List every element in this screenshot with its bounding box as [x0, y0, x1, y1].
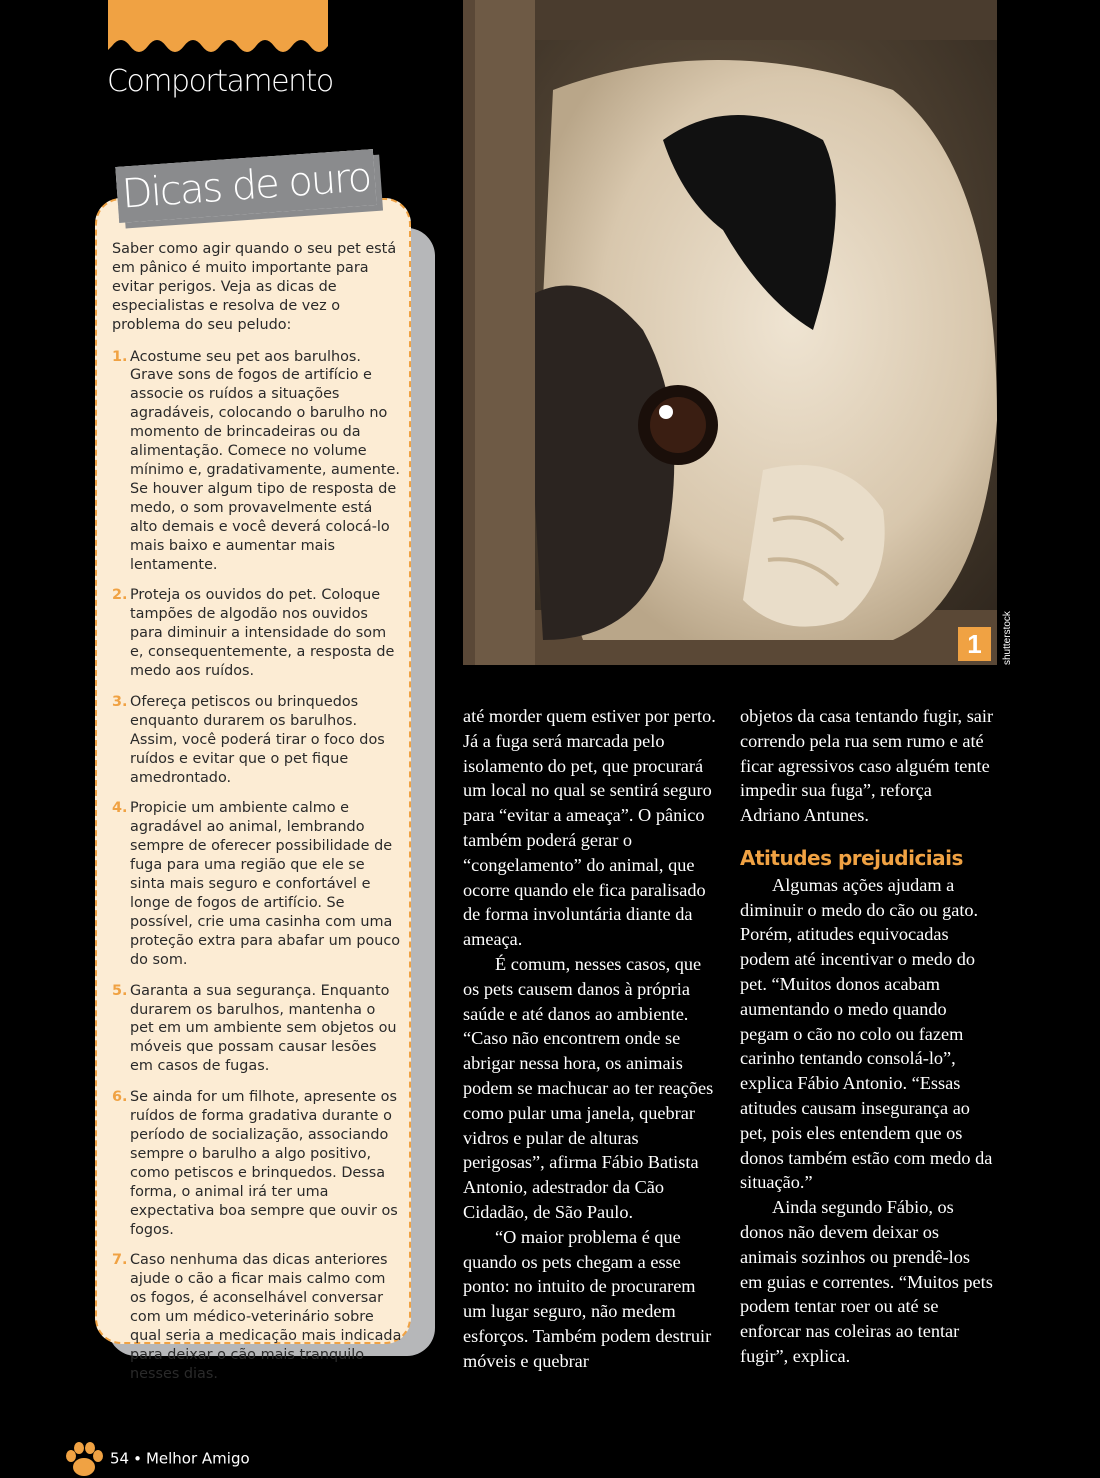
pug-photo — [463, 0, 997, 665]
tips-content — [112, 240, 402, 1396]
tip-number: 7. — [112, 1252, 128, 1269]
tips-intro: Saber como agir quando o seu pet está em pânico é muito importante para evitar perigos. Veja as dicas de especialistas e resolva de vez o problema do seu peludo: — [112, 241, 397, 333]
paw-icon — [64, 1440, 104, 1478]
tip-item — [112, 586, 402, 681]
tip-number: 4. — [112, 800, 128, 817]
tips-title-text: Dicas de ouro — [115, 149, 376, 223]
tip-number: 6. — [112, 1089, 128, 1106]
article-paragraph: “O maior problema é que quando os pets chegam a esse ponto: no intuito de procurarem um lugar seguro, não medem esforços. Também podem destruir móveis e quebrar — [463, 1226, 712, 1371]
article-column-1 — [463, 704, 721, 1374]
tip-text: Caso nenhuma das dicas anteriores ajude o cão a ficar mais calmo com os fogos, é aconselhável conversar com um médico-veterinário sobre qual seria a medicação mais indicada para deixar o cão mais tranquilo nesses dias. — [130, 1252, 402, 1382]
article-paragraph: Ainda segundo Fábio, os donos não devem deixar os animais sozinhos ou prendê-los em guias e correntes. “Muitos pets podem tentar roer ou até se enforcar nas coleiras ao tentar fugir”, explica. — [740, 1197, 993, 1366]
tip-item — [112, 982, 402, 1077]
article-paragraph: até morder quem estiver por perto. Já a fuga será marcada pelo isolamento do pet, que procurará um local no qual se sentirá seguro para “evitar a ameaça”. O pânico também poderá gerar o “congelamento” do animal, que ocorre quando ele fica paralisado de forma involuntária diante da ameaça. — [463, 706, 716, 950]
tip-item — [112, 693, 402, 788]
tip-text: Se ainda for um filhote, apresente os ruídos de forma gradativa durante o período de socialização, associando sempre o barulho a algo positivo, como petiscos e brinquedos. Dessa forma, o animal irá ter uma expectativa boa sempre que ouvir os fogos. — [130, 1089, 398, 1238]
footer-separator: • — [133, 1449, 142, 1468]
photo-credit: shutterstock — [1002, 611, 1013, 665]
figure-number-badge: 1 — [958, 627, 991, 661]
tip-text: Propicie um ambiente calmo e agradável ao animal, lembrando sempre de oferecer possibilidade de fuga para uma região que ele se sinta mais seguro e confortável e longe de fogos de artifício. Se possível, crie uma casinha com uma proteção extra para abafar um pouco do som. — [130, 800, 401, 968]
section-title: Comportamento — [107, 64, 333, 99]
tip-number: 5. — [112, 982, 128, 999]
tip-number: 1. — [112, 348, 128, 365]
tip-item — [112, 1251, 402, 1383]
tip-text: Garanta a sua segurança. Enquanto durarem os barulhos, mantenha o pet em um ambiente sem objetos ou móveis que possam causar lesões em casos de fugas. — [130, 982, 397, 1075]
article-paragraph: objetos da casa tentando fugir, sair correndo pela rua sem rumo e até ficar agressivos caso alguém tente impedir sua fuga”, reforça Adriano Antunes. — [740, 706, 994, 826]
section-tab — [108, 0, 328, 58]
tip-text: Proteja os ouvidos do pet. Coloque tampões de algodão nos ouvidos para diminuir a intensidade do som e, consequentemente, a resposta de medo aos ruídos. — [130, 587, 395, 680]
article-column-2 — [740, 704, 994, 1369]
page-number: 54 — [110, 1449, 130, 1468]
article-paragraph: É comum, nesses casos, que os pets causem danos à própria saúde e até danos ao ambiente. “Caso não encontrem onde se abrigar nessa hora, os animais podem se machucar ao ter reações como pular uma janela, quebrar vidros e pular de alturas perigosas”, afirma Fábio Batista Antonio, adestrador da Cão Cidadão, de São Paulo. — [463, 953, 714, 1222]
tips-box-title — [115, 149, 376, 223]
tip-number: 2. — [112, 587, 128, 604]
article-paragraph: Algumas ações ajudam a diminuir o medo do cão ou gato. Porém, atitudes equivocadas podem até incentivar o medo do pet. “Muitos donos acabam aumentando o medo quando pegam o cão no colo ou fazem carinho tentando consolá-lo”, explica Fábio Antonio. “Essas atitudes causam insegurança ao pet, pois eles entendem que os donos também estão com medo da situação.” — [740, 874, 993, 1193]
tip-text: Acostume seu pet aos barulhos. Grave sons de fogos de artifício e associe os ruídos a situações agradáveis, colocando o barulho no momento de brincadeiras ou da alimentação. Comece no volume mínimo e, gradativamente, aumente. Se houver algum tipo de resposta de medo, o som provavelmente está alto demais e você deverá colocá-lo mais baixo e aumentar mais lentamente. — [130, 348, 400, 573]
page-footer — [64, 1440, 250, 1478]
magazine-name: Melhor Amigo — [145, 1449, 250, 1468]
tip-item — [112, 799, 402, 969]
tip-item — [112, 1088, 402, 1239]
article-subheading: Atitudes prejudiciais — [740, 845, 963, 870]
pug-illustration — [463, 0, 997, 665]
tips-list — [112, 348, 402, 1384]
tip-item — [112, 348, 402, 575]
tip-number: 3. — [112, 693, 128, 710]
tip-text: Ofereça petiscos ou brinquedos enquanto durarem os barulhos. Assim, você poderá tirar o foco dos ruídos e evitar que o pet fique amedrontado. — [130, 693, 385, 786]
